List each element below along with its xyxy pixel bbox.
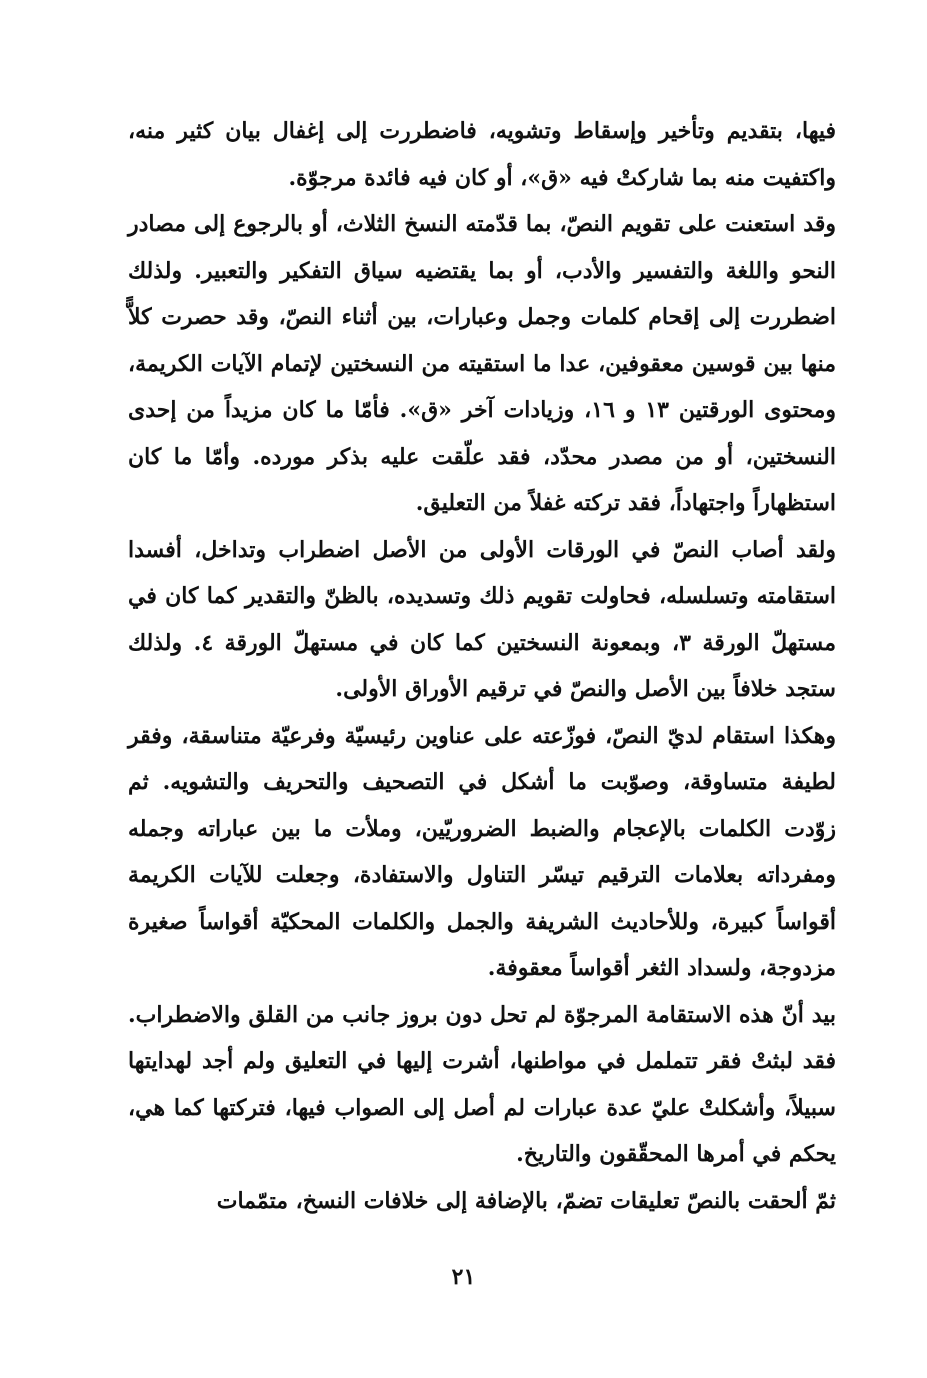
paragraph-3: ولقد أصاب النصّ في الورقات الأولى من الأصل اضطراب وتداخل، أفسدا استقامته وتسلسله، فحاولت تقويم ذلك وتسديده، بالظنّ والتقدير كما كان في مستهلّ الورقة ٣، وبمعونة النسختين كما كان في مستهلّ الورقة ٤. ولذلك ستجد خلافاً بين الأصل والنصّ في ترقيم الأوراق الأولى. — [128, 536, 836, 702]
paragraph-6: ثمّ ألحقت بالنصّ تعليقات تضمّ، بالإضافة إلى خلافات النسخ، متمّمات — [216, 1187, 836, 1214]
page-number: ٢١ — [451, 1264, 476, 1290]
body-text — [128, 108, 836, 1224]
paragraph-5: بيد أنّ هذه الاستقامة المرجوّة لم تحل دون بروز جانب من القلق والاضطراب. فقد لبثتْ فقر تتململ في مواطنها، أشرت إليها في التعليق ولم أجد لهدايتها سبيلاً، وأشكلتْ عليّ عدة عبارات لم أصل إلى الصواب فيها، فتركتها كما هي، يحكم في أمرها المحقّقون والتاريخ. — [128, 1001, 836, 1167]
paragraph-2: وقد استعنت على تقويم النصّ، بما قدّمته النسخ الثلاث، أو بالرجوع إلى مصادر النحو واللغة والتفسير والأدب، أو بما يقتضيه سياق التفكير والتعبير. ولذلك اضطررت إلى إقحام كلمات وجمل وعبارات، بين أثناء النصّ، وقد حصرت كلاًّ منها بين قوسين معقوفين، عدا ما استقيته من النسختين لإتمام الآيات الكريمة، ومحتوى الورقتين ١٣ و ١٦، وزيادات آخر «ق». فأمّا ما كان مزيداً من إحدى النسختين، أو من مصدر محدّد، فقد علّقت عليه بذكر مورده. وأمّا ما كان استظهاراً واجتهاداً، فقد تركته غفلاً من التعليق. — [128, 211, 836, 516]
paragraph-4: وهكذا استقام لديّ النصّ، فوزّعته على عناوين رئيسيّة وفرعيّة متناسقة، وفقر لطيفة متساوقة، وصوّبت ما أشكل في التصحيف والتحريف والتشويه. ثم زوّدت الكلمات بالإعجام والضبط الضروريّين، وملأت ما بين عباراته وجمله ومفرداته بعلامات الترقيم تيسّر التناول والاستفادة، وجعلت للآيات الكريمة أقواساً كبيرة، وللأحاديث الشريفة والجمل والكلمات المحكيّة أقواساً صغيرة مزدوجة، ولسداد الثغر أقواساً معقوفة. — [128, 722, 836, 981]
paragraph-1: فيها، بتقديم وتأخير وإسقاط وتشويه، فاضطررت إلى إغفال بيان كثير منه، واكتفيت منه بما شاركتْ فيه «ق»، أو كان فيه فائدة مرجوّة. — [128, 118, 836, 191]
